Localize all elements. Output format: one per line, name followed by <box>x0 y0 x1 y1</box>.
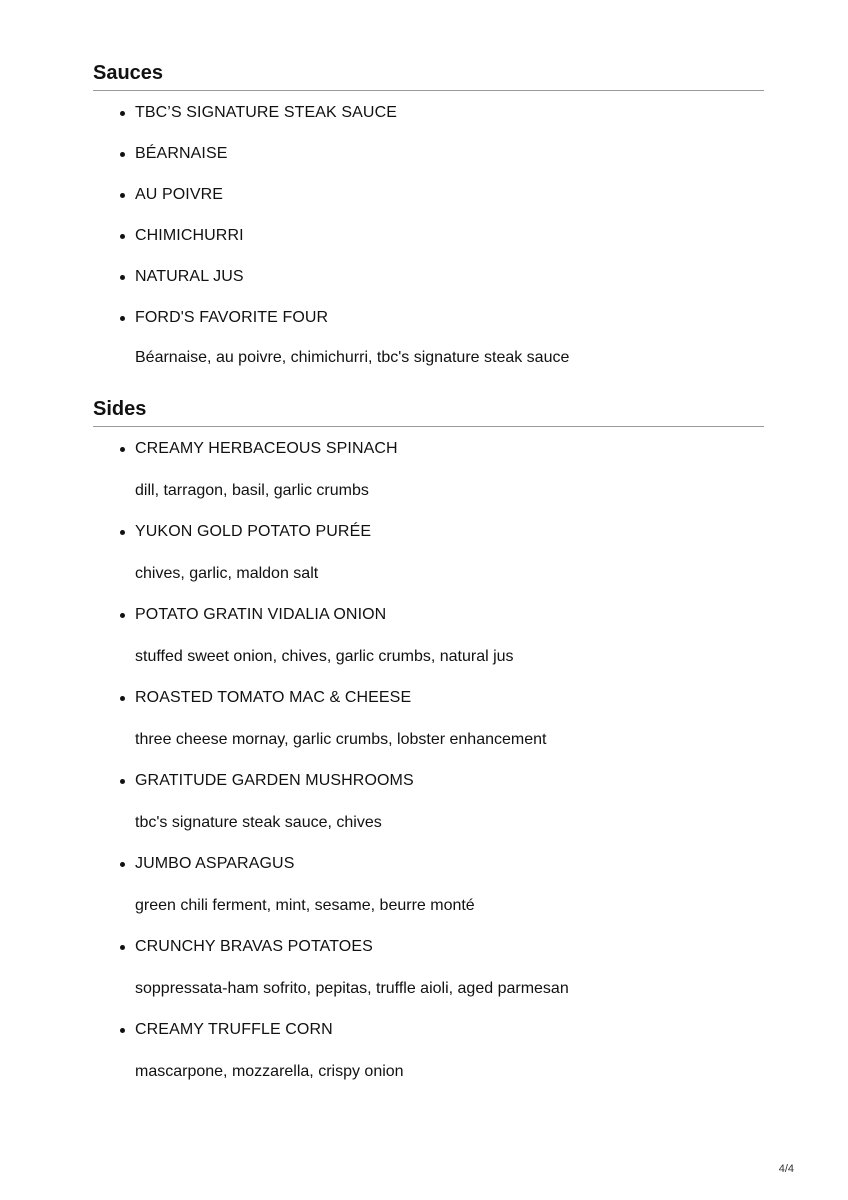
list-item <box>93 439 764 501</box>
item-name: CHIMICHURRI <box>135 227 244 244</box>
item-name: CREAMY HERBACEOUS SPINACH <box>135 440 398 457</box>
item-description: soppressata-ham sofrito, pepitas, truffle aioli, aged parmesan <box>135 980 569 997</box>
sides-heading: Sides <box>93 397 764 427</box>
bullet-icon <box>120 316 125 321</box>
sides-section <box>93 397 764 1082</box>
bullet-icon <box>120 447 125 452</box>
item-name: JUMBO ASPARAGUS <box>135 855 295 872</box>
bullet-icon <box>120 152 125 157</box>
list-item <box>93 1020 764 1082</box>
item-description: Béarnaise, au poivre, chimichurri, tbc's signature steak sauce <box>135 349 570 366</box>
item-name: GRATITUDE GARDEN MUSHROOMS <box>135 772 414 789</box>
list-item <box>93 522 764 584</box>
list-item <box>93 605 764 667</box>
item-name: AU POIVRE <box>135 186 224 203</box>
item-name: CRUNCHY BRAVAS POTATOES <box>135 938 373 955</box>
bullet-icon <box>120 779 125 784</box>
bullet-icon <box>120 613 125 618</box>
item-description: chives, garlic, maldon salt <box>135 565 319 582</box>
bullet-icon <box>120 1028 125 1033</box>
sauces-list <box>93 103 764 368</box>
list-item <box>93 185 764 205</box>
item-name: YUKON GOLD POTATO PURÉE <box>135 523 372 540</box>
item-description: dill, tarragon, basil, garlic crumbs <box>135 482 369 499</box>
item-description: green chili ferment, mint, sesame, beurre monté <box>135 897 475 914</box>
bullet-icon <box>120 193 125 198</box>
item-description: three cheese mornay, garlic crumbs, lobster enhancement <box>135 731 547 748</box>
item-description: stuffed sweet onion, chives, garlic crumbs, natural jus <box>135 648 514 665</box>
bullet-icon <box>120 234 125 239</box>
bullet-icon <box>120 696 125 701</box>
page-number: 4/4 <box>778 1163 794 1175</box>
list-item <box>93 688 764 750</box>
list-item <box>93 226 764 246</box>
item-description: mascarpone, mozzarella, crispy onion <box>135 1063 404 1080</box>
item-name: FORD'S FAVORITE FOUR <box>135 309 329 326</box>
sauces-section <box>93 61 764 368</box>
item-name: BÉARNAISE <box>135 145 228 162</box>
list-item <box>93 937 764 999</box>
item-name: CREAMY TRUFFLE CORN <box>135 1021 333 1038</box>
item-name: TBC’S SIGNATURE STEAK SAUCE <box>135 104 398 121</box>
sides-list <box>93 439 764 1082</box>
list-item <box>93 854 764 916</box>
list-item <box>93 103 764 123</box>
list-item <box>93 771 764 833</box>
bullet-icon <box>120 945 125 950</box>
item-description: tbc's signature steak sauce, chives <box>135 814 382 831</box>
list-item <box>93 308 764 368</box>
list-item <box>93 267 764 287</box>
item-name: NATURAL JUS <box>135 268 244 285</box>
item-name: POTATO GRATIN VIDALIA ONION <box>135 606 387 623</box>
item-name: ROASTED TOMATO MAC & CHEESE <box>135 689 412 706</box>
list-item <box>93 144 764 164</box>
bullet-icon <box>120 530 125 535</box>
sauces-heading: Sauces <box>93 61 764 91</box>
bullet-icon <box>120 111 125 116</box>
bullet-icon <box>120 275 125 280</box>
bullet-icon <box>120 862 125 867</box>
